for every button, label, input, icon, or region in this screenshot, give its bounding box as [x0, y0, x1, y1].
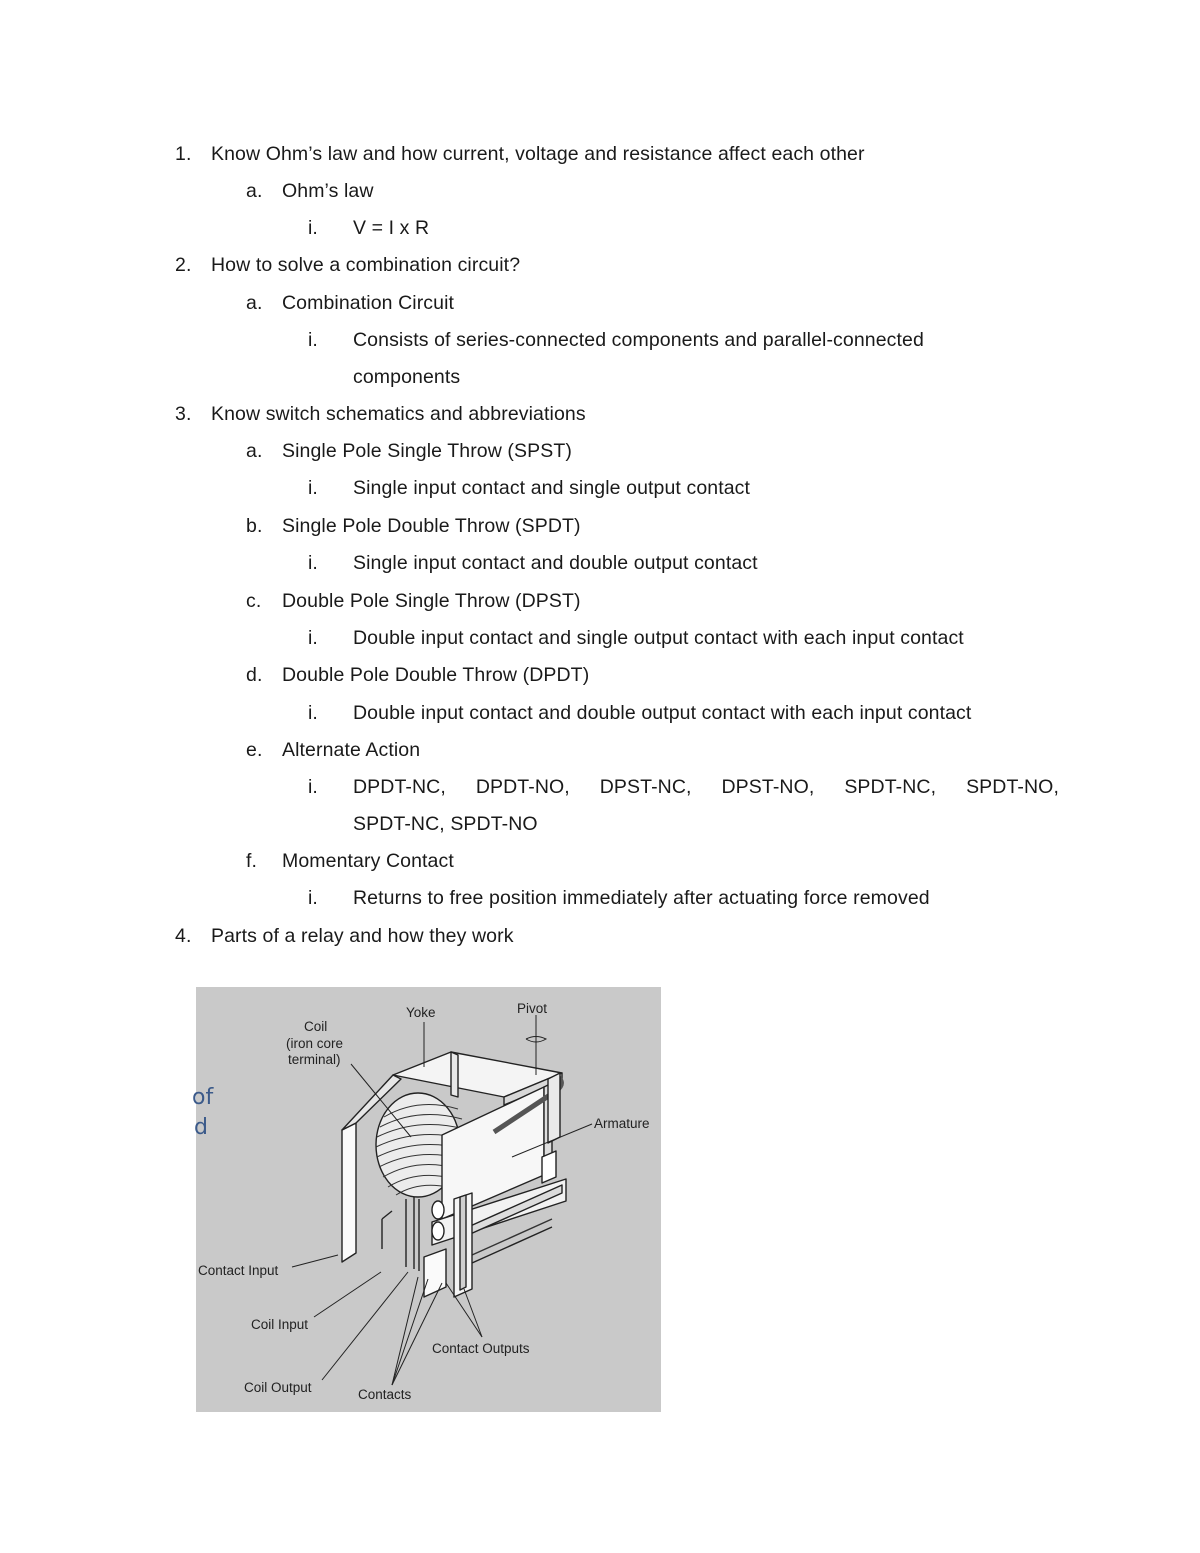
- sub-letter: e.: [246, 739, 263, 761]
- label-pivot: Pivot: [517, 1001, 548, 1016]
- sub-letter: b.: [246, 515, 263, 537]
- list-number: 2.: [175, 254, 192, 276]
- list-number: 4.: [175, 925, 192, 947]
- detail-roman: i.: [308, 217, 318, 239]
- sub-letter: f.: [246, 850, 258, 872]
- sub-item-text: Momentary Contact: [282, 850, 454, 872]
- relay-diagram-image: [192, 987, 661, 1412]
- detail-text: Returns to free position immediately after actuating force removed: [353, 887, 930, 909]
- label-coil-input: Coil Input: [251, 1317, 309, 1332]
- sub-item-text: Single Pole Single Throw (SPST): [282, 440, 572, 462]
- cropped-text-fragment: of: [192, 1085, 214, 1110]
- detail-text: Double input contact and double output contact with each input contact: [353, 702, 972, 724]
- sub-item-text: Combination Circuit: [282, 292, 455, 314]
- detail-roman: i.: [308, 702, 318, 724]
- list-number: 3.: [175, 403, 192, 425]
- abbreviation: DPST-NC,: [599, 776, 692, 798]
- detail-roman: i.: [308, 477, 318, 499]
- label-armature: Armature: [594, 1116, 650, 1131]
- label-coil-sub2: terminal): [288, 1052, 341, 1067]
- relay-drawing: [342, 1052, 566, 1297]
- detail-roman: i.: [308, 329, 318, 351]
- sub-item-text: Double Pole Double Throw (DPDT): [282, 664, 590, 686]
- sub-letter: a.: [246, 440, 263, 462]
- label-yoke: Yoke: [406, 1005, 436, 1020]
- detail-roman: i.: [308, 776, 318, 798]
- sub-letter: a.: [246, 180, 263, 202]
- label-contact-outputs: Contact Outputs: [432, 1341, 530, 1356]
- detail-roman: i.: [308, 887, 318, 909]
- list-item-text: Know switch schematics and abbreviations: [211, 403, 586, 425]
- sub-item-text: Double Pole Single Throw (DPST): [282, 590, 581, 612]
- detail-roman: i.: [308, 552, 318, 574]
- label-coil: Coil: [304, 1019, 328, 1034]
- switch-abbreviation-list: [353, 775, 1059, 799]
- sub-item-text: Alternate Action: [282, 739, 421, 761]
- list-number: 1.: [175, 143, 192, 165]
- label-coil-sub1: (iron core: [286, 1036, 344, 1051]
- detail-text: Single input contact and single output contact: [353, 477, 751, 499]
- sub-item-text: Ohm’s law: [282, 180, 374, 202]
- detail-text: components: [353, 366, 461, 388]
- detail-text: Double input contact and single output contact with each input contact: [353, 627, 964, 649]
- detail-text: Single input contact and double output contact: [353, 552, 758, 574]
- abbreviation: DPDT-NO,: [475, 776, 570, 798]
- sub-letter: c.: [246, 590, 262, 612]
- detail-roman: i.: [308, 627, 318, 649]
- abbreviation: DPST-NO,: [721, 776, 815, 798]
- abbreviation: SPDT-NO,: [966, 776, 1059, 798]
- list-item-text: Parts of a relay and how they work: [211, 925, 514, 947]
- relay-diagram-svg: [192, 987, 661, 1412]
- label-contact-input: Contact Input: [198, 1263, 279, 1278]
- sub-letter: d.: [246, 664, 263, 686]
- list-item-text: How to solve a combination circuit?: [211, 254, 521, 276]
- list-item-text: Know Ohm’s law and how current, voltage and resistance affect each other: [211, 143, 865, 165]
- detail-text: V = I x R: [353, 217, 430, 239]
- sub-item-text: Single Pole Double Throw (SPDT): [282, 515, 581, 537]
- detail-text: Consists of series-connected components and parallel-connected: [353, 329, 924, 351]
- detail-text: SPDT-NC, SPDT-NO: [353, 813, 538, 835]
- cropped-text-fragment: d: [194, 1115, 208, 1140]
- sub-letter: a.: [246, 292, 263, 314]
- abbreviation: DPDT-NC,: [353, 776, 446, 798]
- label-coil-output: Coil Output: [244, 1380, 312, 1395]
- abbreviation: SPDT-NC,: [844, 776, 937, 798]
- label-contacts: Contacts: [358, 1387, 412, 1402]
